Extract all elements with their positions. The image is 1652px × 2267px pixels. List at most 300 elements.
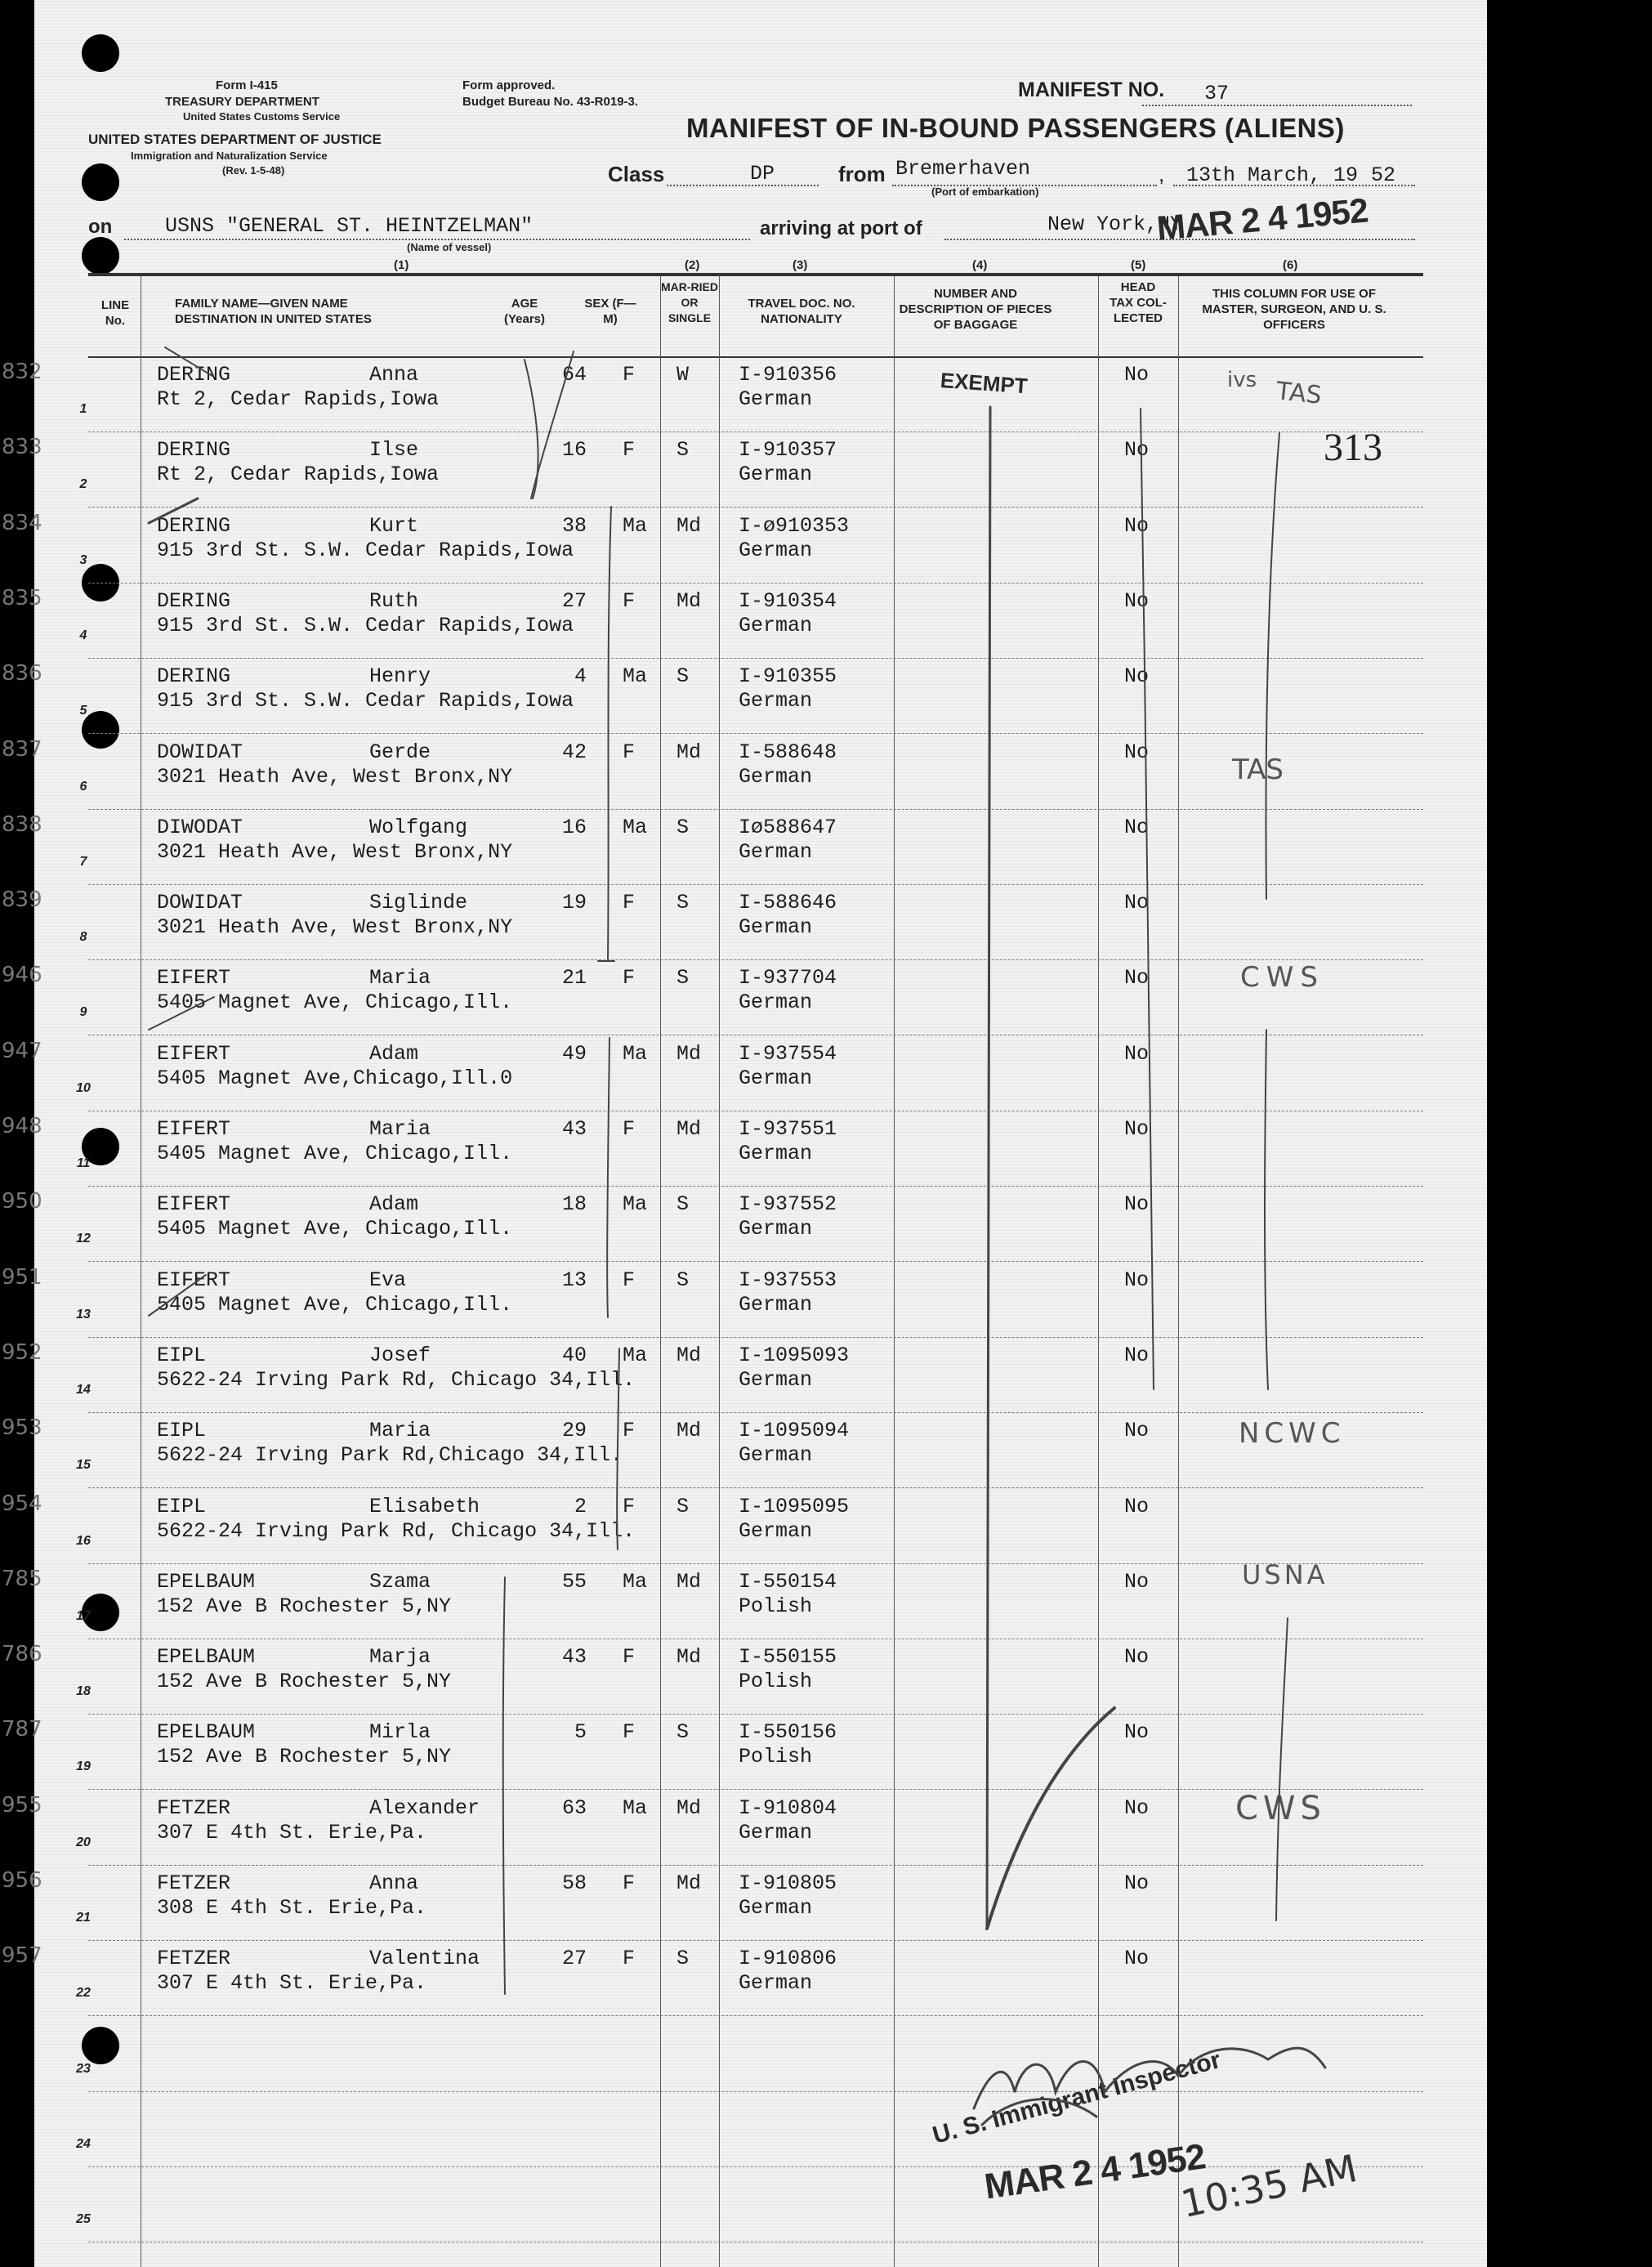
margin-note: 835 [2, 585, 42, 610]
destination: 308 E 4th St. Erie,Pa. [157, 1896, 427, 1920]
margin-note: 946 [2, 963, 42, 988]
line-number: 6 [79, 779, 87, 794]
family-name: DOWIDAT [157, 891, 243, 915]
given-name: Adam [369, 1192, 419, 1217]
margin-note: 833 [2, 435, 42, 460]
age: 27 [561, 588, 587, 613]
destination: 152 Ave B Rochester 5,NY [157, 1594, 452, 1618]
given-name: Elisabeth [369, 1494, 480, 1518]
arriving-label: arriving at port of [760, 217, 922, 239]
travel-doc-no: I-1095093 [739, 1343, 850, 1367]
head-tax: No [1124, 1645, 1150, 1670]
line-number: 8 [79, 930, 87, 945]
sex: F [623, 1268, 636, 1292]
given-name: Maria [369, 1117, 431, 1141]
col-header-officers: THIS COLUMN FOR USE OF MASTER, SURGEON, AND U. S. OFFICERS [1202, 287, 1386, 332]
margin-note: 787 [2, 1717, 42, 1742]
manifest-number: 37 [1204, 82, 1230, 105]
inspector-stamp: U. S. Immigrant Inspector [930, 2046, 1224, 2149]
margin-note: 837 [2, 736, 42, 762]
inspection-time: 10:35 AM [1176, 2145, 1361, 2227]
destination: 152 Ave B Rochester 5,NY [157, 1670, 452, 1694]
family-name: FETZER [157, 1947, 231, 1971]
col-header-line: LINE No. [100, 298, 130, 328]
age: 29 [561, 1419, 587, 1443]
sex: Ma [623, 815, 648, 839]
given-name: Adam [369, 1041, 419, 1066]
marital-status: Md [676, 1569, 702, 1594]
marital-status: S [676, 966, 690, 990]
marital-status: Md [676, 1795, 702, 1820]
travel-doc-no: I-588648 [739, 740, 837, 764]
line-number: 4 [79, 628, 87, 642]
given-name: Anna [369, 1871, 419, 1895]
destination: 915 3rd St. S.W. Cedar Rapids,Iowa [157, 613, 574, 637]
travel-doc-no: I-910357 [739, 438, 837, 463]
given-name: Anna [369, 363, 419, 387]
sex: F [623, 1117, 636, 1141]
travel-doc-no: I-550154 [739, 1569, 837, 1594]
exempt-stamp: EXEMPT [939, 368, 1029, 399]
margin-note: 956 [2, 1868, 42, 1893]
line-number: 7 [79, 854, 87, 869]
head-tax: No [1124, 1871, 1150, 1895]
annotation-cws-2: CWS [1235, 1790, 1326, 1827]
head-tax: No [1124, 438, 1150, 463]
line-number: 12 [76, 1232, 91, 1246]
family-name: EIFERT [157, 966, 231, 990]
nationality: German [739, 689, 813, 713]
marital-status: Md [676, 1041, 702, 1066]
line-number: 19 [76, 1759, 91, 1774]
marital-status: Md [676, 1419, 702, 1443]
destination: 915 3rd St. S.W. Cedar Rapids,Iowa [157, 689, 574, 713]
line-number: 17 [76, 1608, 91, 1623]
col-num-6: (6) [1283, 258, 1298, 272]
line-number: 3 [79, 552, 87, 567]
nationality: German [739, 1066, 813, 1090]
annotation-tas-2: TAS [1232, 753, 1284, 786]
nationality: German [739, 1142, 813, 1165]
age: 18 [561, 1192, 587, 1217]
line-number: 20 [76, 1835, 91, 1849]
family-name: EIPL [157, 1419, 207, 1443]
marital-status: S [676, 1494, 690, 1518]
from-label: from [838, 162, 886, 186]
destination: 3021 Heath Ave, West Bronx,NY [157, 915, 513, 940]
destination: 307 E 4th St. Erie,Pa. [157, 1820, 427, 1844]
family-name: EIPL [157, 1494, 207, 1518]
marital-status: S [676, 1720, 690, 1745]
given-name: Ilse [369, 438, 419, 463]
family-name: DERING [157, 438, 231, 463]
sex: F [623, 1871, 636, 1895]
travel-doc-no: I-550156 [739, 1720, 837, 1745]
date-comma: , [1159, 162, 1165, 186]
annotation-tas-1: TAS [1275, 377, 1324, 410]
travel-doc-no: I-937552 [739, 1192, 837, 1217]
line-number: 25 [76, 2212, 91, 2227]
line-number: 9 [79, 1005, 87, 1020]
nationality: German [739, 1292, 813, 1317]
margin-note: 953 [2, 1415, 42, 1441]
marital-status: W [676, 363, 690, 387]
baggage-tick-end [987, 1708, 1114, 1929]
sex: F [623, 1494, 636, 1518]
col-header-travel-doc: TRAVEL DOC. NO. NATIONALITY [748, 297, 855, 326]
head-tax: No [1124, 891, 1150, 915]
family-name: EIFERT [157, 1117, 231, 1141]
page-number: 313 [1324, 426, 1382, 469]
margin-note: 957 [2, 1943, 42, 1969]
line-number: 18 [76, 1684, 91, 1699]
margin-note: 832 [2, 360, 42, 384]
destination: Rt 2, Cedar Rapids,Iowa [157, 463, 440, 487]
age: 64 [561, 363, 587, 387]
destination: 3021 Heath Ave, West Bronx,NY [157, 764, 513, 789]
vessel-name: USNS "GENERAL ST. HEINTZELMAN" [165, 214, 534, 238]
voyage-date: 13th March, 19 [1186, 163, 1359, 187]
nationality: German [739, 613, 813, 637]
ins-service: Immigration and Naturalization Service [131, 150, 328, 162]
travel-doc-no: I-910806 [739, 1947, 837, 1971]
family-name: EIFERT [157, 1041, 231, 1066]
col-header-age: AGE (Years) [503, 297, 546, 326]
on-label: on [88, 216, 113, 238]
nationality: German [739, 764, 813, 789]
given-name: Valentina [369, 1947, 480, 1971]
family-name: DERING [157, 664, 231, 689]
sex: F [623, 363, 636, 387]
family-name: DOWIDAT [157, 740, 243, 764]
given-name: Siglinde [369, 891, 468, 915]
destination: 5405 Magnet Ave, Chicago,Ill. [157, 1142, 513, 1165]
vessel-note: (Name of vessel) [407, 241, 492, 253]
head-tax: No [1124, 740, 1150, 764]
destination: 5405 Magnet Ave, Chicago,Ill. [157, 990, 513, 1015]
family-name: DERING [157, 513, 231, 538]
margin-note: 954 [2, 1491, 42, 1516]
line-number: 14 [76, 1382, 91, 1397]
family-name: EPELBAUM [157, 1569, 256, 1594]
head-tax: No [1124, 815, 1150, 839]
nationality: German [739, 1971, 813, 1996]
col-num-3: (3) [793, 258, 808, 272]
marital-status: Md [676, 588, 702, 613]
sex: Ma [623, 1041, 648, 1066]
marital-status: Md [676, 513, 702, 538]
line-number: 23 [76, 2061, 91, 2076]
head-tax: No [1124, 1419, 1150, 1443]
destination: 307 E 4th St. Erie,Pa. [157, 1971, 427, 1996]
col-header-married: MAR-RIED OR SINGLE [661, 280, 718, 324]
travel-doc-no: I-910354 [739, 588, 837, 613]
sex: F [623, 588, 636, 613]
travel-doc-no: I-1095095 [739, 1494, 850, 1518]
annotation-cws-1: CWS [1240, 961, 1324, 994]
sex: Ma [623, 1192, 648, 1217]
marital-status: S [676, 1192, 690, 1217]
nationality: Polish [739, 1670, 813, 1694]
nationality: German [739, 1896, 813, 1920]
travel-doc-no: I-550155 [739, 1645, 837, 1670]
col-num-1: (1) [394, 258, 409, 272]
age: 55 [561, 1569, 587, 1594]
annotation-usna: USNA [1242, 1559, 1328, 1590]
age: 42 [561, 740, 587, 764]
age: 5 [574, 1720, 587, 1745]
margin-note: 950 [2, 1189, 42, 1214]
given-name: Wolfgang [369, 815, 468, 839]
sex: F [623, 1645, 636, 1670]
line-number: 2 [79, 477, 87, 492]
given-name: Marja [369, 1645, 431, 1670]
given-name: Mirla [369, 1720, 431, 1745]
margin-note: 948 [2, 1114, 42, 1138]
nationality: German [739, 538, 813, 562]
form-revision: (Rev. 1-5-48) [222, 164, 285, 177]
family-name: DERING [157, 588, 231, 613]
col-header-headtax: HEAD TAX COL-LECTED [1110, 280, 1167, 325]
annotation-ivs: ivs [1227, 368, 1257, 392]
age: 16 [561, 815, 587, 839]
margin-note: 952 [2, 1339, 42, 1365]
manifest-sheet [2, 0, 1487, 2267]
form-approved: Form approved. [462, 78, 556, 92]
travel-doc-no: Iø588647 [739, 815, 837, 839]
sex: F [623, 1419, 636, 1443]
nationality: German [739, 1367, 813, 1392]
given-name: Szama [369, 1569, 431, 1594]
col-header-name: FAMILY NAME—GIVEN NAME DESTINATION IN UNITED STATES [175, 297, 372, 326]
page-title: MANIFEST OF IN-BOUND PASSENGERS (ALIENS) [686, 113, 1345, 143]
justice-dept: UNITED STATES DEPARTMENT OF JUSTICE [88, 132, 382, 147]
form-number: Form I-415 [216, 78, 278, 92]
nationality: German [739, 1443, 813, 1468]
margin-note: 834 [2, 510, 42, 535]
age: 27 [561, 1947, 587, 1971]
head-tax: No [1124, 363, 1150, 387]
embarkation-note: (Port of embarkation) [931, 186, 1039, 198]
destination: 152 Ave B Rochester 5,NY [157, 1745, 452, 1769]
given-name: Ruth [369, 588, 419, 613]
sex: F [623, 891, 636, 915]
family-name: FETZER [157, 1871, 231, 1895]
head-tax: No [1124, 1720, 1150, 1745]
travel-doc-no: I-ø910353 [739, 513, 850, 538]
travel-doc-no: I-937553 [739, 1268, 837, 1292]
voyage-year: 52 [1371, 163, 1396, 187]
given-name: Henry [369, 664, 431, 689]
sex: Ma [623, 1795, 648, 1820]
margin-note: 951 [2, 1264, 42, 1290]
destination: 5622-24 Irving Park Rd, Chicago 34,Ill. [157, 1367, 636, 1392]
family-name: EIPL [157, 1343, 207, 1367]
family-name: EPELBAUM [157, 1720, 256, 1745]
class-value: DP [750, 162, 775, 186]
col-num-5: (5) [1131, 258, 1146, 272]
given-name: Josef [369, 1343, 431, 1367]
sex: F [623, 966, 636, 990]
nationality: German [739, 1217, 813, 1241]
margin-note: 947 [2, 1038, 42, 1063]
line-number: 1 [79, 402, 87, 416]
age: 63 [561, 1795, 587, 1820]
travel-doc-no: I-910804 [739, 1795, 837, 1820]
age: 21 [561, 966, 587, 990]
nationality: German [739, 463, 813, 487]
destination: 915 3rd St. S.W. Cedar Rapids,Iowa [157, 538, 574, 562]
age: 43 [561, 1645, 587, 1670]
head-tax: No [1124, 966, 1150, 990]
line-number: 11 [76, 1156, 91, 1170]
marital-status: Md [676, 1871, 702, 1895]
head-tax: No [1124, 1343, 1150, 1367]
col-header-baggage: NUMBER AND DESCRIPTION OF PIECES OF BAGGAGE [899, 287, 1052, 332]
family-name: EIFERT [157, 1192, 231, 1217]
sex: F [623, 740, 636, 764]
arrival-date-stamp: MAR 2 4 1952 [1155, 190, 1369, 248]
given-name: Maria [369, 1419, 431, 1443]
destination: 5405 Magnet Ave, Chicago,Ill. [157, 1292, 513, 1317]
manifest-label: MANIFEST NO. [1018, 78, 1165, 101]
age: 49 [561, 1041, 587, 1066]
nationality: German [739, 1518, 813, 1543]
given-name: Maria [369, 966, 431, 990]
age: 16 [561, 438, 587, 463]
line-number: 21 [76, 1911, 91, 1925]
nationality: German [739, 387, 813, 411]
family-name: DERING [157, 363, 231, 387]
head-tax: No [1124, 513, 1150, 538]
nationality: German [739, 990, 813, 1015]
marital-status: Md [676, 1343, 702, 1367]
destination: 5405 Magnet Ave,Chicago,Ill.0 [157, 1066, 513, 1090]
nationality: German [739, 1820, 813, 1844]
head-tax: No [1124, 1947, 1150, 1971]
head-tax: No [1124, 1795, 1150, 1820]
age: 43 [561, 1117, 587, 1141]
age: 38 [561, 513, 587, 538]
travel-doc-no: I-937704 [739, 966, 837, 990]
sex: Ma [623, 1569, 648, 1594]
port-value: New York,NY [1047, 212, 1183, 236]
sex: F [623, 438, 636, 463]
line-number: 24 [76, 2136, 91, 2151]
line-number: 22 [76, 1986, 91, 2001]
travel-doc-no: I-937551 [739, 1117, 837, 1141]
marital-status: S [676, 815, 690, 839]
col-header-sex: SEX (F—M) [584, 297, 636, 326]
family-name: DIWODAT [157, 815, 243, 839]
destination: 5405 Magnet Ave, Chicago,Ill. [157, 1217, 513, 1241]
age: 13 [561, 1268, 587, 1292]
customs-service: United States Customs Service [183, 110, 341, 123]
nationality: Polish [739, 1594, 813, 1618]
marital-status: S [676, 891, 690, 915]
family-name: FETZER [157, 1795, 231, 1820]
sex: F [623, 1947, 636, 1971]
pen-marks [34, 0, 1487, 2267]
marital-status: Md [676, 740, 702, 764]
age: 2 [574, 1494, 587, 1518]
annotation-ncwc: NCWC [1239, 1417, 1346, 1450]
sex: Ma [623, 1343, 648, 1367]
line-number: 16 [76, 1533, 91, 1548]
travel-doc-no: I-910356 [739, 363, 837, 387]
margin-note: 836 [2, 661, 42, 686]
given-name: Alexander [369, 1795, 480, 1820]
inspection-date-stamp: MAR 2 4 1952 [982, 2136, 1208, 2207]
head-tax: No [1124, 1117, 1150, 1141]
head-tax: No [1124, 1569, 1150, 1594]
marital-status: S [676, 1947, 690, 1971]
line-number: 15 [76, 1458, 91, 1473]
marital-status: S [676, 664, 690, 689]
from-value: Bremerhaven [895, 157, 1031, 181]
head-tax: No [1124, 1268, 1150, 1292]
head-tax: No [1124, 1192, 1150, 1217]
head-tax: No [1124, 1041, 1150, 1066]
head-tax: No [1124, 1494, 1150, 1518]
sex: Ma [623, 513, 648, 538]
destination: 3021 Heath Ave, West Bronx,NY [157, 839, 513, 864]
age: 58 [561, 1871, 587, 1895]
baggage-tick-line [987, 407, 990, 1929]
given-name: Gerde [369, 740, 431, 764]
given-name: Kurt [369, 513, 419, 538]
marital-status: S [676, 438, 690, 463]
line-number: 5 [79, 704, 87, 718]
travel-doc-no: I-937554 [739, 1041, 837, 1066]
destination: 5622-24 Irving Park Rd, Chicago 34,Ill. [157, 1518, 636, 1543]
col-num-2: (2) [685, 258, 700, 272]
treasury-dept: TREASURY DEPARTMENT [165, 95, 319, 109]
budget-bureau: Budget Bureau No. 43-R019-3. [462, 95, 639, 109]
destination: Rt 2, Cedar Rapids,Iowa [157, 387, 440, 411]
head-tax: No [1124, 664, 1150, 689]
travel-doc-no: I-1095094 [739, 1419, 850, 1443]
age: 19 [561, 891, 587, 915]
line-number: 10 [76, 1080, 91, 1095]
travel-doc-no: I-910355 [739, 664, 837, 689]
line-number: 13 [76, 1307, 91, 1321]
margin-note: 839 [2, 888, 42, 913]
nationality: German [739, 915, 813, 940]
margin-note: 785 [2, 1566, 42, 1591]
margin-note: 955 [2, 1792, 42, 1818]
given-name: Eva [369, 1268, 407, 1292]
class-label: Class [608, 162, 665, 186]
marital-status: Md [676, 1645, 702, 1670]
marital-status: Md [676, 1117, 702, 1141]
col-num-4: (4) [972, 258, 988, 272]
nationality: German [739, 839, 813, 864]
sex: Ma [623, 664, 648, 689]
age: 4 [574, 664, 587, 689]
margin-note: 786 [2, 1642, 42, 1667]
travel-doc-no: I-588646 [739, 891, 837, 915]
margin-note: 838 [2, 812, 42, 837]
nationality: Polish [739, 1745, 813, 1769]
family-name: EIFERT [157, 1268, 231, 1292]
age: 40 [561, 1343, 587, 1367]
sex: F [623, 1720, 636, 1745]
family-name: EPELBAUM [157, 1645, 256, 1670]
head-tax: No [1124, 588, 1150, 613]
destination: 5622-24 Irving Park Rd,Chicago 34,Ill. [157, 1443, 623, 1468]
travel-doc-no: I-910805 [739, 1871, 837, 1895]
